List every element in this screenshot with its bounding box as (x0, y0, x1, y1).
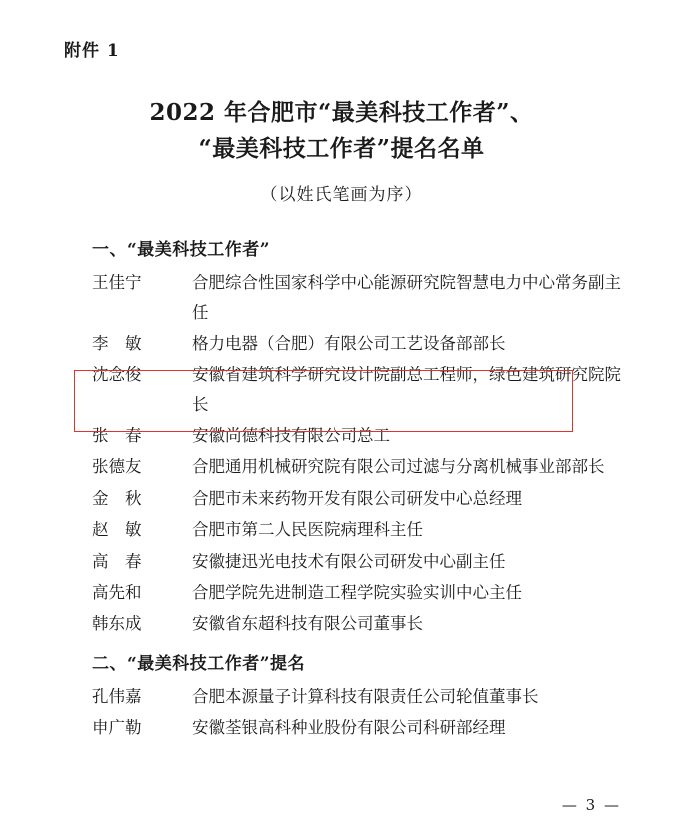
page-title (60, 95, 623, 166)
person-description: 安徽荃银高科种业股份有限公司科研部经理 (192, 717, 506, 737)
person-name: 韩东成 (92, 614, 142, 634)
list-item (92, 578, 623, 607)
person-description: 合肥综合性国家科学中心能源研究院智慧电力中心常务副主任 (192, 273, 621, 322)
person-description: 安徽省东超科技有限公司董事长 (192, 614, 423, 634)
person-description: 合肥市未来药物开发有限公司研发中心总经理 (192, 488, 522, 508)
person-description: 格力电器（合肥）有限公司工艺设备部部长 (192, 334, 506, 353)
list-item-highlighted (92, 360, 623, 419)
section-heading-1: 一、“最美科技工作者” (92, 240, 271, 261)
person-name: 申广勒 (92, 717, 142, 737)
list-item (92, 515, 623, 544)
person-description: 合肥通用机械研究院有限公司过滤与分离机械事业部部长 (192, 457, 605, 477)
person-name: 王佳宁 (92, 273, 142, 293)
list-item (92, 329, 623, 358)
person-name: 高 春 (92, 551, 142, 571)
person-name: 沈念俊 (92, 365, 142, 385)
person-description: 合肥本源量子计算科技有限责任公司轮值董事长 (192, 686, 539, 706)
person-name: 孔伟嘉 (92, 686, 142, 706)
page-number: — 3 — (561, 796, 621, 814)
list-item (92, 484, 623, 513)
person-name: 李 敏 (92, 334, 142, 353)
list-item (92, 268, 623, 327)
person-description: 安徽省建筑科学研究设计院副总工程师，绿色建筑研究院院长 (192, 365, 621, 414)
list-item (92, 682, 623, 711)
title-line-2: “最美科技工作者”提名名单 (198, 134, 485, 162)
person-description: 合肥学院先进制造工程学院实验实训中心主任 (192, 582, 522, 602)
person-name: 张德友 (92, 457, 142, 477)
person-name: 张 春 (92, 426, 142, 446)
person-name: 高先和 (92, 582, 142, 602)
list-item (92, 609, 623, 638)
list-item (92, 547, 623, 576)
attachment-label: 附件 1 (64, 41, 120, 61)
list-item (92, 452, 623, 481)
list-item (92, 713, 623, 742)
section-heading-2: 二、“最美科技工作者”提名 (92, 653, 306, 674)
list-item (92, 421, 623, 450)
person-name: 赵 敏 (92, 520, 142, 540)
person-description: 安徽尚德科技有限公司总工 (192, 426, 390, 446)
person-description: 安徽捷迅光电技术有限公司研发中心副主任 (192, 551, 506, 571)
person-description: 合肥市第二人民医院病理科主任 (192, 520, 423, 540)
title-line-1: 2022 年合肥市“最美科技工作者”、 (149, 99, 534, 126)
document-subtitle: （以姓氏笔画为序） (260, 185, 423, 206)
person-name: 金 秋 (92, 488, 142, 508)
